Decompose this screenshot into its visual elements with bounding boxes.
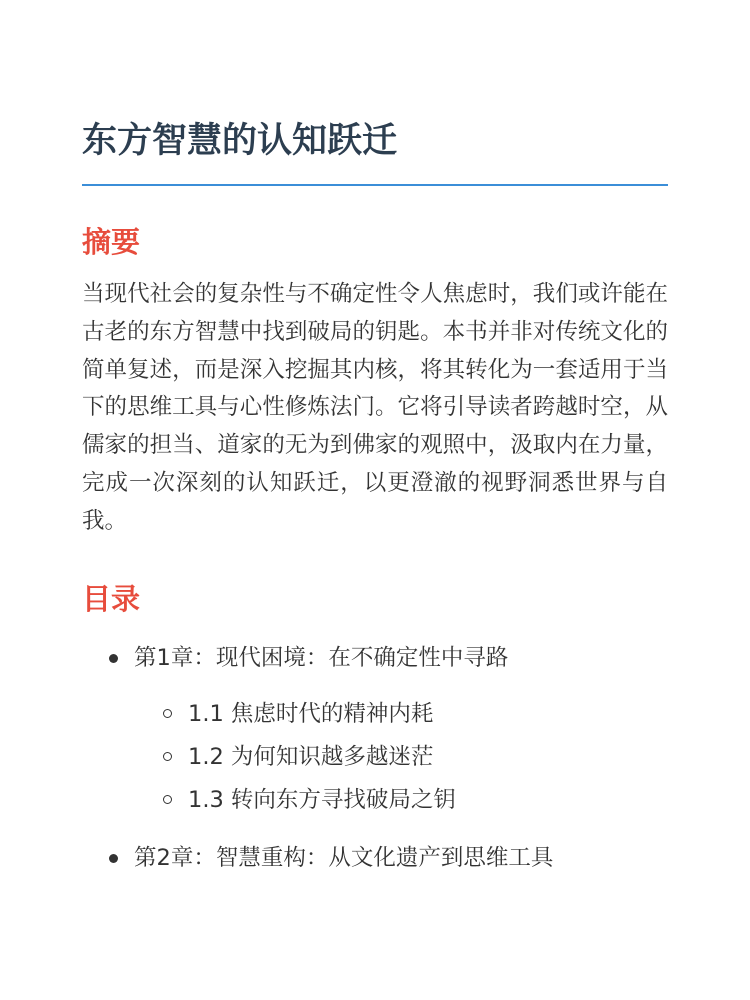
toc-chapter-label: 第2章：智慧重构：从文化遗产到思维工具 [134, 844, 554, 871]
hollow-bullet-icon [163, 752, 172, 761]
toc-chapter-1 [82, 641, 668, 817]
toc-section-item [134, 697, 668, 731]
abstract-heading: 摘要 [82, 225, 141, 259]
toc-section-list [134, 697, 668, 817]
hollow-bullet-icon [163, 709, 172, 718]
toc-chapter-2 [82, 841, 668, 875]
abstract-body: 当现代社会的复杂性与不确定性令人焦虑时，我们或许能在古老的东方智慧中找到破局的钥匙。本书并非对传统文化的简单复述，而是深入挖掘其内核，将其转化为一套适用于当下的思维工具与心性修炼法门。它将引导读者跨越时空，从儒家的担当、道家的无为到佛家的观照中，汲取内在力量，完成一次深刻的认知跃迁，以更澄澈的视野洞悉世界与自我。 [82, 281, 668, 534]
toc-section-item [134, 783, 668, 817]
document-title: 东方智慧的认知跃迁 [82, 121, 398, 161]
toc-heading: 目录 [82, 581, 141, 616]
title-divider [82, 184, 668, 186]
toc-section-label: 1.3 转向东方寻找破局之钥 [188, 786, 456, 813]
toc-section-label: 1.2 为何知识越多越迷茫 [188, 743, 434, 770]
toc-section-item [134, 740, 668, 774]
hollow-bullet-icon [163, 795, 172, 804]
toc-chapter-label: 第1章：现代困境：在不确定性中寻路 [134, 644, 509, 671]
filled-bullet-icon [109, 854, 118, 863]
filled-bullet-icon [109, 654, 118, 663]
toc-list [82, 641, 668, 875]
toc-section-label: 1.1 焦虑时代的精神内耗 [188, 700, 434, 727]
